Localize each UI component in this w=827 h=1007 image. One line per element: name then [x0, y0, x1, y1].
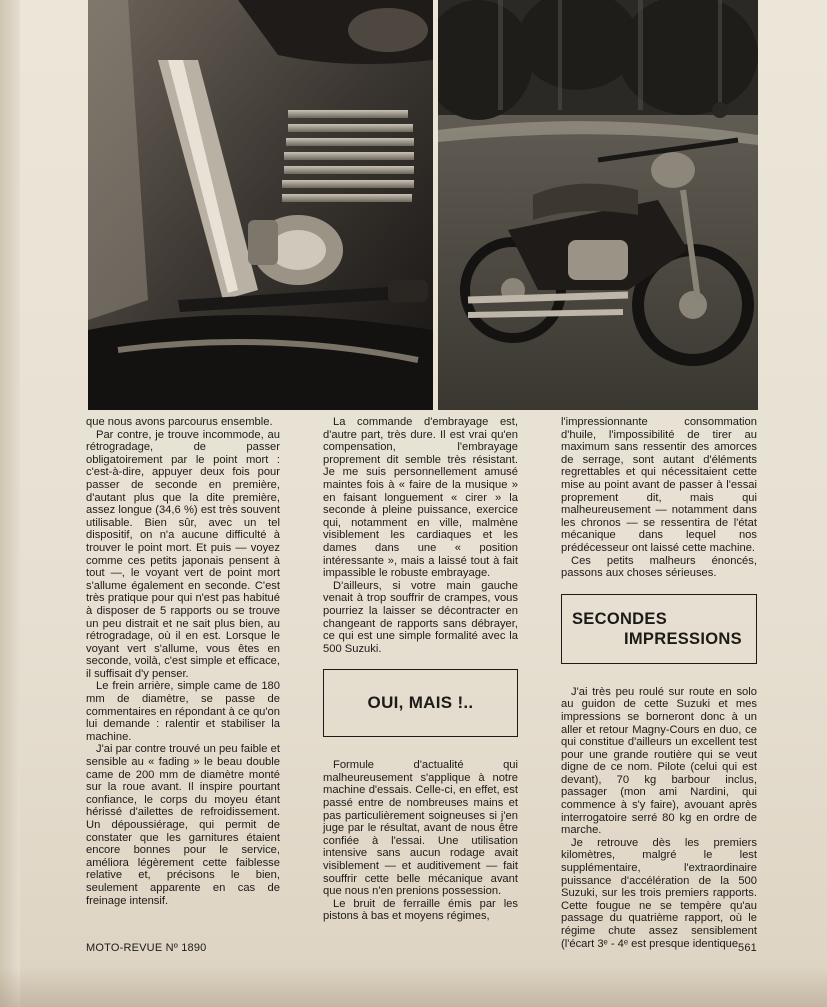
paragraph: l'impressionnante consommation d'huile, l'impossibilité de tirer au maximum sans ressentir des amorces de serrage, sont autant d'éléments regrettables et qui nécessitaient cette mise au point avant de passer à l'essai proprement dit, mais qui malheureusement — notamment dans les chronos — se ressentira de l'état mécanique dans lequel nos prédécesseur ont laissé cette machine. [561, 416, 757, 554]
section-heading-line-2: IMPRESSIONS [624, 629, 742, 648]
section-heading-box [323, 669, 518, 737]
paper-edge-bottom [0, 967, 827, 1007]
section-heading-box [561, 594, 757, 664]
paragraph: Par contre, je trouve incommode, au rétrogradage, de passer obligatoirement par le point mort : c'est-à-dire, appuyer deux fois pour passer de seconde en première, d'autant plus que la dite première, assez longue (34,6 %) est très souvent utilisable. Bien sûr, avec un tel dispositif, on n'a aucune difficulté à trouver le point mort. Et puis — voyez comme ces petits japonais pensent à tout —, le voyant vert de point mort s'allume également en seconde. C'est très pratique pour qui n'est pas habitué à disposer de 5 rapports ou se trouve un peu distrait et ne sait plus bien, au rétrogradage, où il en est. Lorsque le voyant vert s'allume, vous êtes en seconde, voilà, c'est simple et efficace, il suffisait d'y penser. [86, 428, 280, 680]
paper-edge-left [0, 0, 20, 1007]
paragraph: Ces petits malheurs énoncés, passons aux choses sérieuses. [561, 554, 757, 580]
paragraph: La commande d'embrayage est, d'autre part, très dure. Il est vrai qu'en compensation, l'embrayage proprement dit semble très résistant. Je me suis personnellement amusé maintes fois à « faire de la musique » en faisant longuement « cirer » la seconde à pleine puissance, exercice qui, notamment en ville, malmène visiblement les cardiaques et les dames dans une « position intéressante », mais a laissé tout à fait impassible le robuste embrayage. [323, 416, 518, 580]
engine-closeup-photo [88, 0, 433, 410]
paragraph: que nous avons parcourus ensemble. [86, 416, 273, 428]
motorcycle-on-grass-photo [438, 0, 758, 410]
section-heading: OUI, MAIS !.. [367, 692, 474, 712]
paragraph: J'ai très peu roulé sur route en solo au guidon de cette Suzuki et mes impressions se borneront donc à un aller et retour Magny-Cours en duo, ce qui constitue d'ailleurs un excellent test pour une grande routière qui se veut digne de ce nom. Pilote (celui qui est devant), 70 kg barbour inclus, passager (mon ami Nardini, qui commence à s'y faire), avouant après interrogatoire serré 80 kg en ordre de marche. [561, 685, 757, 837]
paragraph: Je retrouve dès les premiers kilomètres, malgré le lest supplémentaire, l'extraordinaire puissance d'accélération de la 500 Suzuki, sur les trois premiers rapports. Cette fougue ne se tempère qu'au passage du quatrième rapport, où le régime chute assez sensiblement (l'écart 3ᵉ - 4ᵉ est presque identique [561, 836, 757, 950]
paragraph: Le bruit de ferraille émis par les pistons à bas et moyens régimes, [323, 897, 518, 923]
magazine-issue-footer: MOTO-REVUE Nº 1890 [86, 942, 207, 954]
paragraph: J'ai par contre trouvé un peu faible et sensible au « fading » le beau double came de 200 mm de diamètre monté sur la roue avant. Il inspire pourtant confiance, le corps du moyeu étant hérissé d'ailettes de refroidissement. Un dépoussiérage, qui permit de constater que les garnitures étaient encore bonnes pour le service, améliora légèrement cette faiblesse relative et, précisons le bien, seulement apparente en cas de freinage intensif. [86, 743, 280, 907]
text-column-2 [323, 416, 518, 923]
section-heading-line-1: SECONDES [572, 609, 668, 628]
paragraph: Formule d'actualité qui malheureusement s'applique à notre machine d'essais. Celle-ci, en effet, est passé entre de nombreuses mains et pas particulièrement soigneuses si j'en juge par le résultat, avant de nous être confiée à l'essai. Une utilisation intensive sans aucun rodage avait visiblement — et auditivement — fait souffrir cette belle mécanique avant que nous n'en prenions possession. [323, 759, 518, 898]
text-column-3 [561, 416, 757, 950]
paragraph: D'ailleurs, si votre main gauche venait à trop souffrir de crampes, vous pourriez la laisser se décontracter en changeant de rapports sans débrayer, ce qui est une simple formalité avec la 500 Suzuki. [323, 579, 518, 655]
paragraph: Le frein arrière, simple came de 180 mm de diamètre, se passe de commentaires en répondant à ce qu'on lui demande : ralentir et stabiliser la machine. [86, 680, 280, 743]
text-column-1 [86, 416, 280, 907]
page-number: 561 [738, 942, 757, 954]
